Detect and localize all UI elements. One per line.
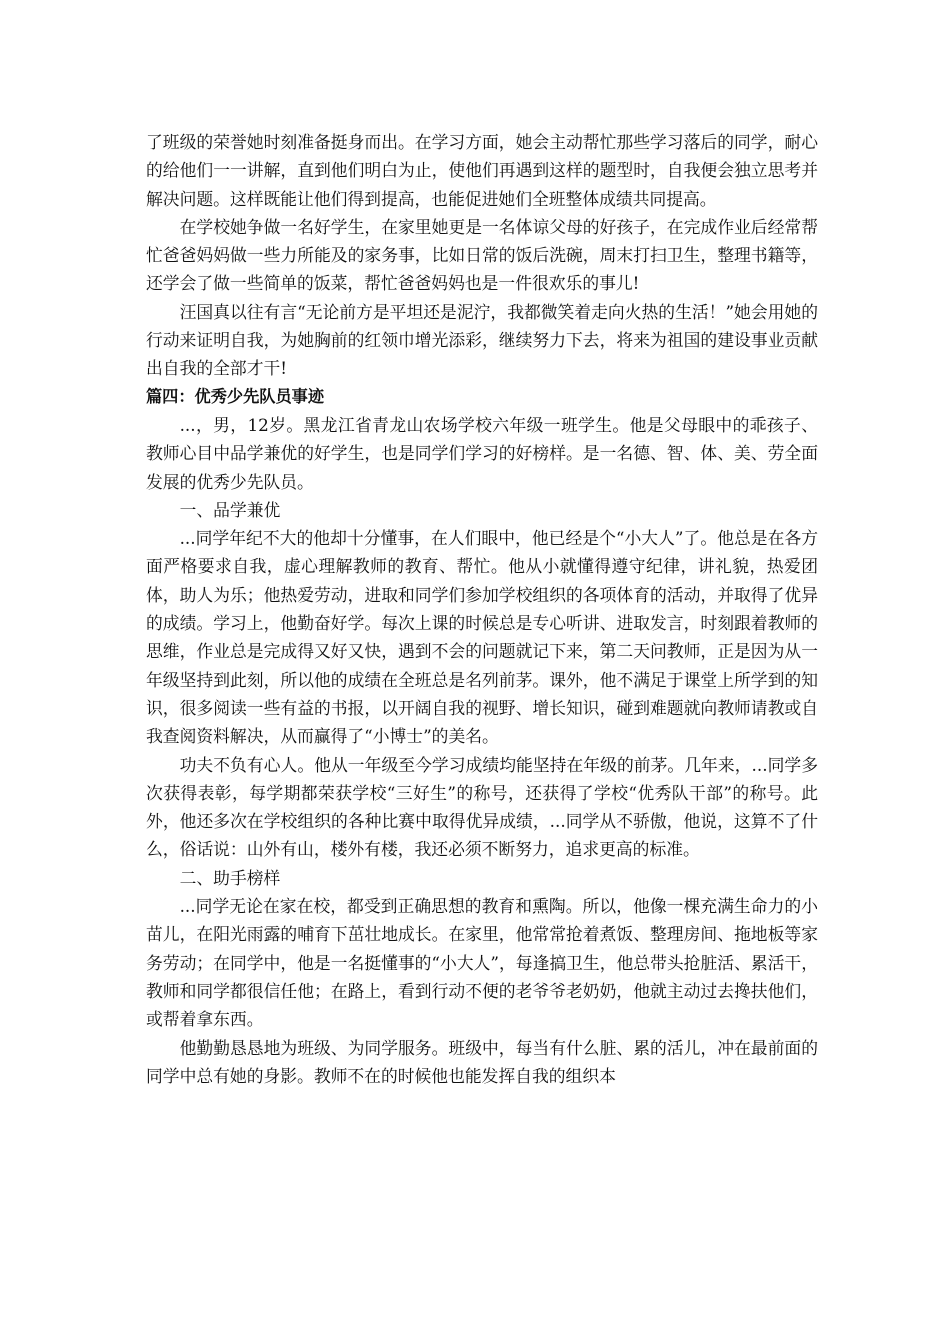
paragraph-intro: ...，男，12岁。黑龙江省青龙山农场学校六年级一班学生。他是父母眼中的乖孩子、教师心目中品学兼优的好学生，也是同学们学习的好榜样。是一名德、智、体、美、劳全面发展的优秀少先队员。 (146, 414, 818, 492)
paragraph-study: ...同学年纪不大的他却十分懂事，在人们眼中，他已经是个“小大人”了。他总是在各方面严格要求自我，虚心理解教师的教育、帮忙。他从小就懂得遵守纪律，讲礼貌，热爱团体，助人为乐；他热爱劳动，进取和同学们参加学校组织的各项体育的活动，并取得了优异的成绩。学习上，他勤奋好学。每次上课的时候总是专心听讲、进取发言，时刻跟着教师的思维，作业总是完成得又好又快，遇到不会的问题就记下来，第二天问教师，正是因为从一年级坚持到此刻，所以他的成绩在全班总是名列前茅。课外，他不满足于课堂上所学到的知识，很多阅读一些有益的书报，以开阔自我的视野、增长知识，碰到难题就向教师请教或自我查阅资料解决，从而赢得了“小博士”的美名。 (146, 528, 818, 747)
paragraph-achievements: 功夫不负有心人。他从一年级至今学习成绩均能坚持在年级的前茅。几年来，...同学多次获得表彰，每学期都荣获学校“三好生”的称号，还获得了学校“优秀队干部”的称号。此外，他还多次在学校组织的各种比赛中取得优异成绩，...同学从不骄傲，他说，这算不了什么，俗话说：山外有山，楼外有楼，我还必须不断努力，追求更高的标准。 (146, 754, 818, 860)
paragraph-service: 他勤勤恳恳地为班级、为同学服务。班级中，每当有什么脏、累的活儿，冲在最前面的同学中总有她的身影。教师不在的时候他也能发挥自我的组织本 (146, 1037, 818, 1086)
subheading-excellent: 一、品学兼优 (179, 499, 281, 520)
paragraph-class-honor: 了班级的荣誉她时刻准备挺身而出。在学习方面，她会主动帮忙那些学习落后的同学，耐心的给他们一一讲解，直到他们明白为止，使他们再遇到这样的题型时，自我便会独立思考并解决问题。这样既能让他们得到提高，也能促进她们全班整体成绩共同提高。 (146, 132, 818, 209)
document-page (146, 128, 818, 1090)
paragraph-good-child: 在学校她争做一名好学生，在家里她更是一名体谅父母的好孩子，在完成作业后经常帮忙爸爸妈妈做一些力所能及的家务事，比如日常的饭后洗碗，周末打扫卫生，整理书籍等，还学会了做一些简单的饭菜，帮忙爸爸妈妈也是一件很欢乐的事儿! (146, 216, 818, 294)
section-heading: 篇四：优秀少先队员事迹 (146, 386, 325, 406)
paragraph-home-school: ...同学无论在家在校，都受到正确思想的教育和熏陶。所以，他像一棵充满生命力的小苗儿，在阳光雨露的哺育下茁壮地成长。在家里，他常常抢着煮饭、整理房间、拖地板等家务劳动；在同学中，他是一名挺懂事的“小大人”，每逢搞卫生，他总带头抢脏活、累活干，教师和同学都很信任他；在路上，看到行动不便的老爷爷老奶奶，他就主动过去搀扶他们，或帮着拿东西。 (146, 896, 818, 1030)
subheading-role-model: 二、助手榜样 (179, 867, 281, 888)
paragraph-quote: 汪国真以往有言“无论前方是平坦还是泥泞，我都微笑着走向火热的生活！”她会用她的行动来证明自我，为她胸前的红领巾增光添彩，继续努力下去，将来为祖国的建设事业贡献出自我的全部才干! (146, 301, 818, 379)
